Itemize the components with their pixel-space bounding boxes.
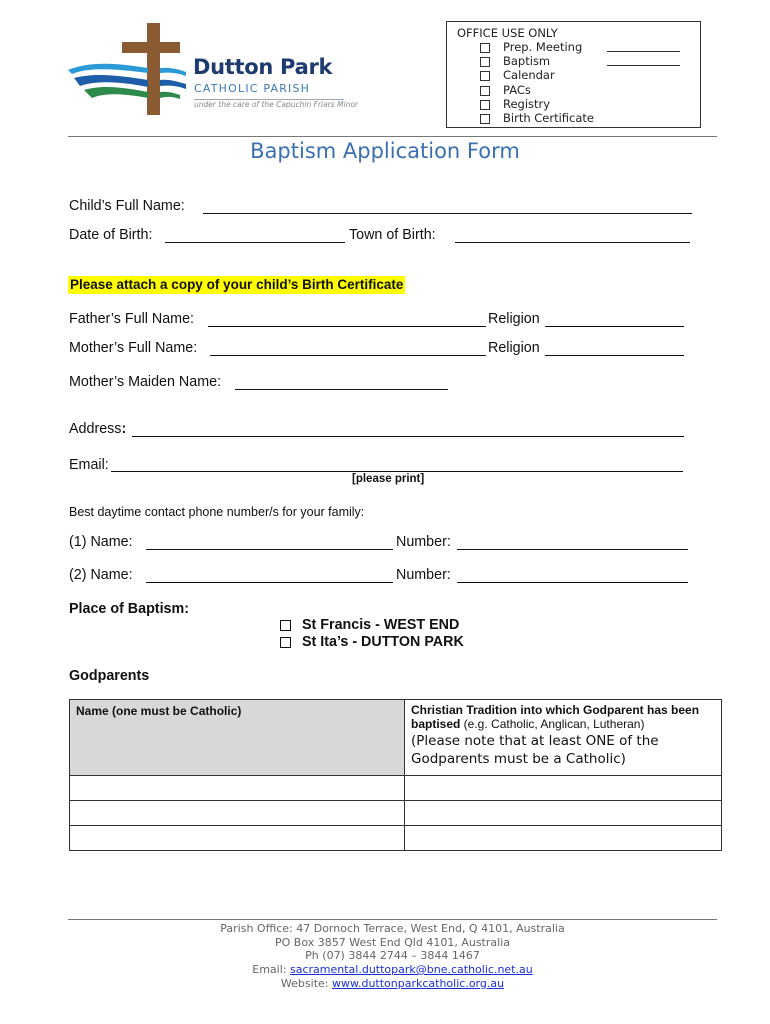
address-label xyxy=(69,421,126,437)
office-title: OFFICE USE ONLY xyxy=(457,26,558,40)
godparent-tradition-cell[interactable] xyxy=(405,776,722,801)
wave-1 xyxy=(68,64,148,74)
footer-email-link[interactable]: sacramental.duttopark@bne.catholic.net.au xyxy=(290,963,533,977)
contact1-number-field[interactable] xyxy=(457,549,688,550)
office-checkbox[interactable] xyxy=(480,57,490,67)
footer-website-label: Website: xyxy=(280,976,332,990)
town-label: Town of Birth: xyxy=(349,227,436,243)
office-use-box xyxy=(446,21,701,128)
maiden-name-field[interactable] xyxy=(235,389,448,390)
town-field[interactable] xyxy=(455,242,690,243)
office-checkbox[interactable] xyxy=(480,114,490,124)
child-name-label: Child’s Full Name: xyxy=(69,198,185,214)
wave-3 xyxy=(84,87,148,98)
godparent-name-cell[interactable] xyxy=(70,801,405,826)
mother-religion-field[interactable] xyxy=(545,355,684,356)
cross-horizontal xyxy=(122,42,180,53)
footer-address: Parish Office: 47 Dornoch Terrace, West End, Q 4101, Australia xyxy=(220,922,565,935)
office-checkbox[interactable] xyxy=(480,43,490,53)
godparent-name-cell[interactable] xyxy=(70,826,405,851)
address-colon: : xyxy=(121,421,127,437)
office-checkbox[interactable] xyxy=(480,86,490,96)
st-itas-checkbox[interactable] xyxy=(280,637,291,648)
tradition-header-bold: Christian Tradition into which Godparent has been baptised xyxy=(411,703,700,731)
page-title: Baptism Application Form xyxy=(250,139,520,163)
address-label-text: Address xyxy=(69,421,122,437)
table-row xyxy=(70,826,722,851)
parish-logo xyxy=(62,20,190,116)
office-item-calendar xyxy=(457,68,700,82)
contact2-name-label: (2) Name: xyxy=(69,567,133,583)
wave-6 xyxy=(160,92,180,99)
contact2-number-field[interactable] xyxy=(457,582,688,583)
please-print-note: [please print] xyxy=(352,473,425,485)
cross-vertical xyxy=(147,23,160,115)
brand-subtitle: CATHOLIC PARISH xyxy=(194,82,311,95)
office-item-label: Registry xyxy=(503,96,551,111)
brand-tagline: under the care of the Capuchin Friars Minor xyxy=(194,100,359,109)
father-religion-label: Religion xyxy=(488,311,540,327)
godparents-heading: Godparents xyxy=(69,668,150,684)
table-row xyxy=(70,801,722,826)
mother-name-field[interactable] xyxy=(210,355,486,356)
dob-field[interactable] xyxy=(165,242,345,243)
child-name-field[interactable] xyxy=(203,213,692,214)
dob-label: Date of Birth: xyxy=(69,227,153,243)
st-francis-label: St Francis - WEST END xyxy=(302,617,460,633)
office-checkbox[interactable] xyxy=(480,100,490,110)
st-itas-label: St Ita’s - DUTTON PARK xyxy=(302,634,464,650)
mother-religion-label: Religion xyxy=(488,340,540,356)
office-item-baptism xyxy=(457,54,700,68)
office-item-birth-certificate xyxy=(457,111,700,125)
godparent-tradition-cell[interactable] xyxy=(405,826,722,851)
footer xyxy=(0,922,770,991)
email-label: Email: xyxy=(69,457,109,473)
footer-website-row xyxy=(0,977,770,991)
footer-phone: Ph (07) 3844 2744 – 3844 1467 xyxy=(305,949,480,963)
maiden-name-label: Mother’s Maiden Name: xyxy=(69,374,222,390)
contact1-name-field[interactable] xyxy=(146,549,393,550)
wave-5 xyxy=(160,80,186,89)
godparent-name-cell[interactable] xyxy=(70,776,405,801)
footer-email-row xyxy=(0,963,770,977)
footer-divider xyxy=(68,919,717,920)
godparent-tradition-cell[interactable] xyxy=(405,801,722,826)
office-item-label: PACs xyxy=(503,82,531,97)
st-francis-checkbox[interactable] xyxy=(280,620,291,631)
office-line xyxy=(607,51,680,52)
email-field[interactable] xyxy=(111,471,683,472)
office-item-registry xyxy=(457,97,700,111)
contact1-name-label: (1) Name: xyxy=(69,534,133,550)
godparent-tradition-header xyxy=(405,700,722,776)
table-row xyxy=(70,776,722,801)
contact1-number-label: Number: xyxy=(396,534,451,550)
father-religion-field[interactable] xyxy=(545,326,684,327)
contact2-number-label: Number: xyxy=(396,567,451,583)
office-item-label: Baptism xyxy=(503,54,551,69)
wave-2 xyxy=(74,75,148,87)
catholic-godparent-note: (Please note that at least ONE of the Godparents must be a Catholic) xyxy=(411,733,659,767)
brand-name: Dutton Park xyxy=(193,55,333,79)
mother-name-label: Mother’s Full Name: xyxy=(69,340,198,356)
office-item-pacs xyxy=(457,83,700,97)
office-item-label: Birth Certificate xyxy=(503,111,595,126)
contact2-name-field[interactable] xyxy=(146,582,393,583)
office-line xyxy=(607,65,680,66)
godparent-name-header: Name (one must be Catholic) xyxy=(70,700,405,776)
header-divider xyxy=(68,136,717,137)
birth-certificate-notice: Please attach a copy of your child’s Birth Certificate xyxy=(70,277,404,292)
footer-website-link[interactable]: www.duttonparkcatholic.org.au xyxy=(331,976,505,990)
address-field[interactable] xyxy=(132,436,684,437)
father-name-field[interactable] xyxy=(208,326,486,327)
office-item-prep-meeting xyxy=(457,40,700,54)
phone-intro: Best daytime contact phone number/s for your family: xyxy=(69,505,365,519)
office-checkbox[interactable] xyxy=(480,71,490,81)
godparents-table xyxy=(69,699,722,851)
footer-po-box: PO Box 3857 West End Qld 4101, Australia xyxy=(274,935,510,949)
place-of-baptism-heading: Place of Baptism: xyxy=(69,601,189,617)
office-item-label: Calendar xyxy=(503,68,555,83)
father-name-label: Father’s Full Name: xyxy=(69,311,195,327)
tradition-header-examples: (e.g. Catholic, Anglican, Lutheran) xyxy=(460,717,645,731)
footer-email-label: Email: xyxy=(252,963,290,977)
office-item-label: Prep. Meeting xyxy=(503,40,583,54)
wave-4 xyxy=(160,68,186,76)
